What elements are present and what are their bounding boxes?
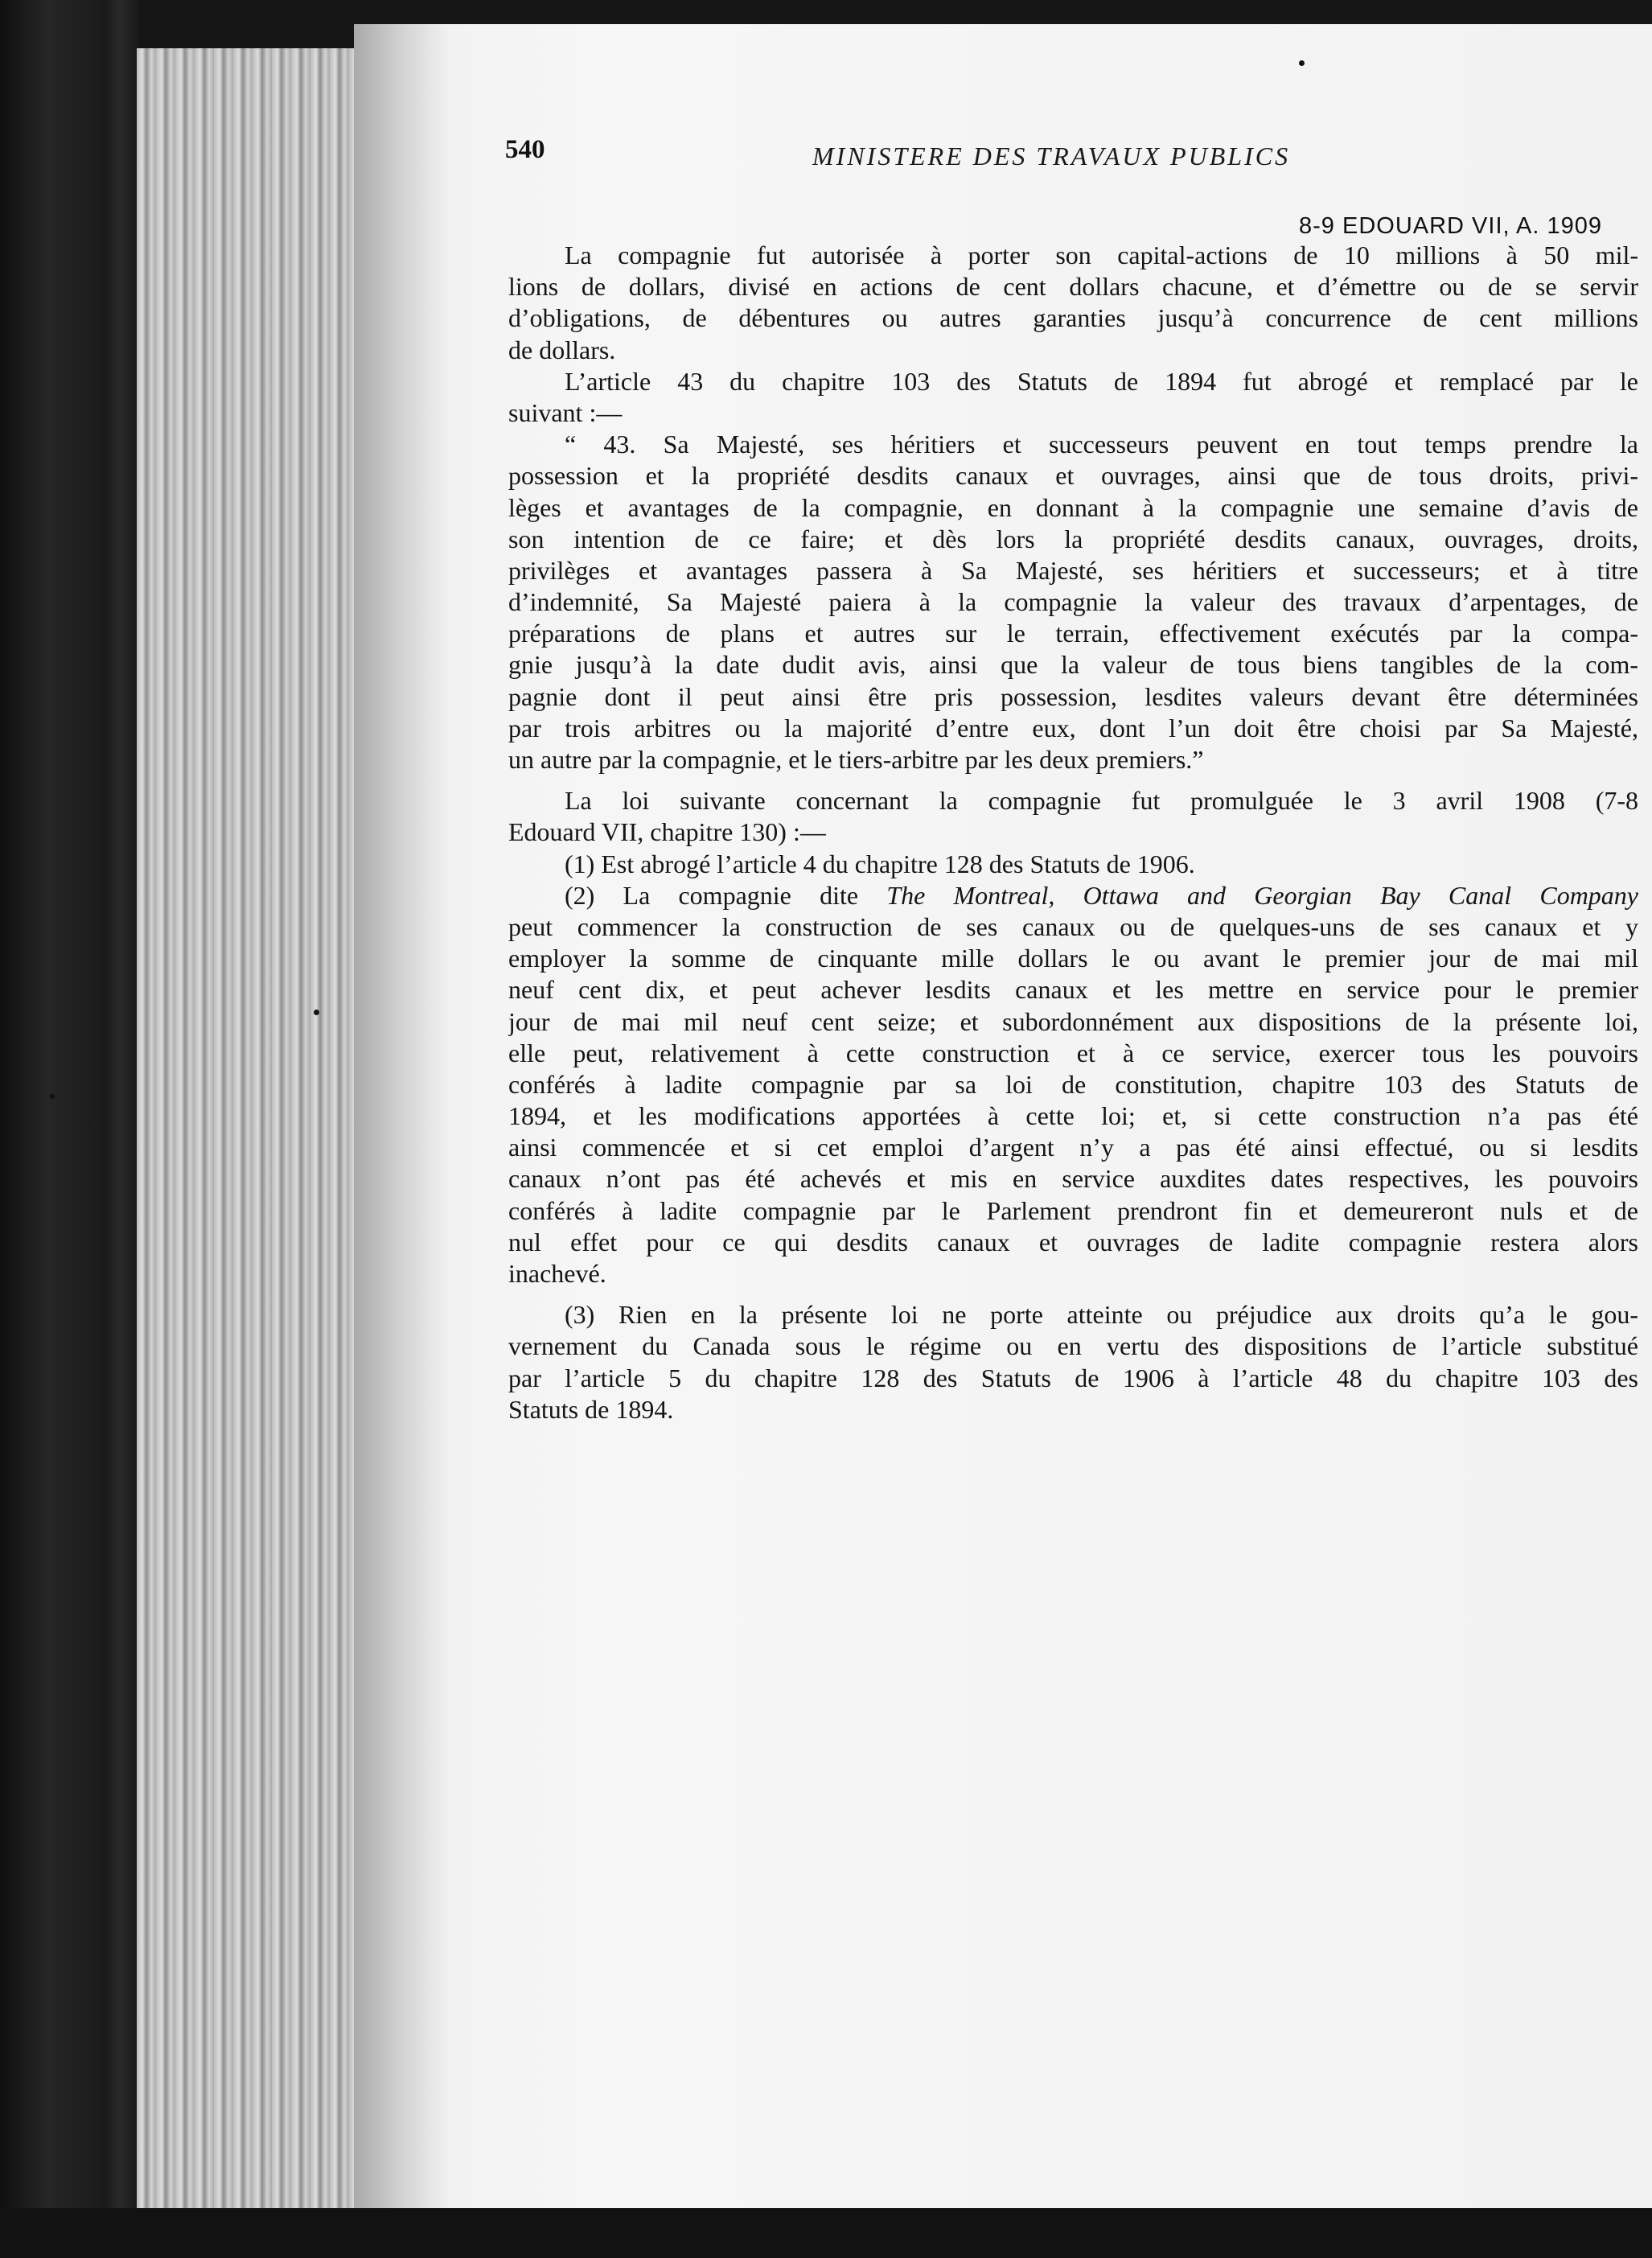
text-line: jour de mai mil neuf cent seize; et subordonnément aux dispositions de la présente loi, [508,1006,1638,1036]
session-reference: 8-9 EDOUARD VII, A. 1909 [1299,213,1602,239]
text-line: pagnie dont il peut ainsi être pris possession, lesdites valeurs devant être déterminées [508,681,1638,711]
text-line: lions de dollars, divisé en actions de cent dollars chacune, et d’émettre ou de se servir [508,272,1638,302]
text-line: employer la somme de cinquante mille dollars le ou avant le premier jour de mai mil [508,944,1638,973]
text-line: gnie jusqu’à la date dudit avis, ainsi que la valeur de tous biens tangibles de la com- [508,650,1638,680]
text-line: Edouard VII, chapitre 130) :— [508,817,826,847]
paragraph [508,429,1638,775]
text-line: Statuts de 1894. [508,1394,674,1424]
text-line: conférés à ladite compagnie par le Parlement prendront fin et demeureront nuls et de [508,1195,1638,1225]
paragraph [508,366,1638,429]
paragraph-gap [508,775,1638,785]
text-line: “ 43. Sa Majesté, ses héritiers et successeurs peuvent en tout temps prendre la [565,430,1638,459]
paragraph [508,240,1638,366]
text-line: (2) La compagnie dite The Montreal, Ottawa and Georgian Bay Canal Company [565,880,1638,910]
page-number: 540 [505,135,545,164]
speck [50,1094,55,1099]
paragraph [508,785,1638,848]
text-line: suivant :— [508,397,623,427]
text-line: un autre par la compagnie, et le tiers-arbitre par les deux premiers.” [508,745,1204,774]
text-line: privilèges et avantages passera à Sa Majesté, ses héritiers et successeurs; et à titre [508,555,1638,585]
running-title: MINISTERE DES TRAVAUX PUBLICS [812,142,1291,171]
paragraph [508,1299,1638,1425]
text-line: d’obligations, de débentures ou autres garanties jusqu’à concurrence de cent millions [508,303,1638,333]
paragraph [508,880,1638,1289]
speck [314,1010,319,1015]
text-line: elle peut, relativement à cette construction et à ce service, exercer tous les pouvoirs [508,1038,1638,1067]
text-line: son intention de ce faire; et dès lors la propriété desdits canaux, ouvrages, droits, [508,524,1638,553]
text-line: (3) Rien en la présente loi ne porte atteinte ou préjudice aux droits qu’a le gou- [565,1300,1638,1330]
paragraph [508,849,1638,880]
text-line: ainsi commencée et si cet emploi d’argent n’y a pas été ainsi effectué, ou si lesdits [508,1133,1638,1162]
text-line: La loi suivante concernant la compagnie fut promulguée le 3 avril 1908 (7-8 [565,786,1638,816]
text-line: (1) Est abrogé l’article 4 du chapitre 128 des Statuts de 1906. [565,849,1195,878]
text-line: peut commencer la construction de ses canaux ou de quelques-uns de ses canaux et y [508,911,1638,941]
text-line: par l’article 5 du chapitre 128 des Statuts de 1906 à l’article 48 du chapitre 103 des [508,1363,1638,1392]
scan-border [0,2208,1652,2258]
paragraph-gap [508,1289,1638,1299]
text-line: L’article 43 du chapitre 103 des Statuts de 1894 fut abrogé et remplacé par le [565,366,1638,396]
book-page-edges [137,48,378,2220]
text-line: préparations de plans et autres sur le terrain, effectivement exécutés par la compa- [508,619,1638,648]
text-line: inachevé. [508,1259,606,1288]
text-line: vernement du Canada sous le régime ou en vertu des dispositions de l’article substitué [508,1331,1638,1361]
gutter-shadow [354,24,450,2228]
text-line: de dollars. [508,335,616,364]
text-line: La compagnie fut autorisée à porter son capital-actions de 10 millions à 50 mil- [565,241,1638,269]
body-text [508,240,1638,1425]
text-line: lèges et avantages de la compagnie, en donnant à la compagnie une semaine d’avis de [508,492,1638,522]
speck [1299,60,1305,66]
text-line: neuf cent dix, et peut achever lesdits canaux et les mettre en service pour le premier [508,975,1638,1005]
text-line: d’indemnité, Sa Majesté paiera à la compagnie la valeur des travaux d’arpentages, de [508,587,1638,617]
text-line: nul effet pour ce qui desdits canaux et ouvrages de ladite compagnie restera alors [508,1227,1638,1257]
company-name: The Montreal, Ottawa and Georgian Bay Canal Company [886,880,1638,910]
text-line: possession et la propriété desdits canaux et ouvrages, ainsi que de tous droits, privi- [508,461,1638,491]
text-line: canaux n’ont pas été achevés et mis en service auxdites dates respectives, les pouvoirs [508,1164,1638,1194]
text-line: conférés à ladite compagnie par sa loi de constitution, chapitre 103 des Statuts de [508,1069,1638,1099]
text-line: par trois arbitres ou la majorité d’entre eux, dont l’un doit être choisi par Sa Majesté, [508,713,1638,742]
text-line: 1894, et les modifications apportées à cette loi; et, si cette construction n’a pas été [508,1101,1638,1131]
